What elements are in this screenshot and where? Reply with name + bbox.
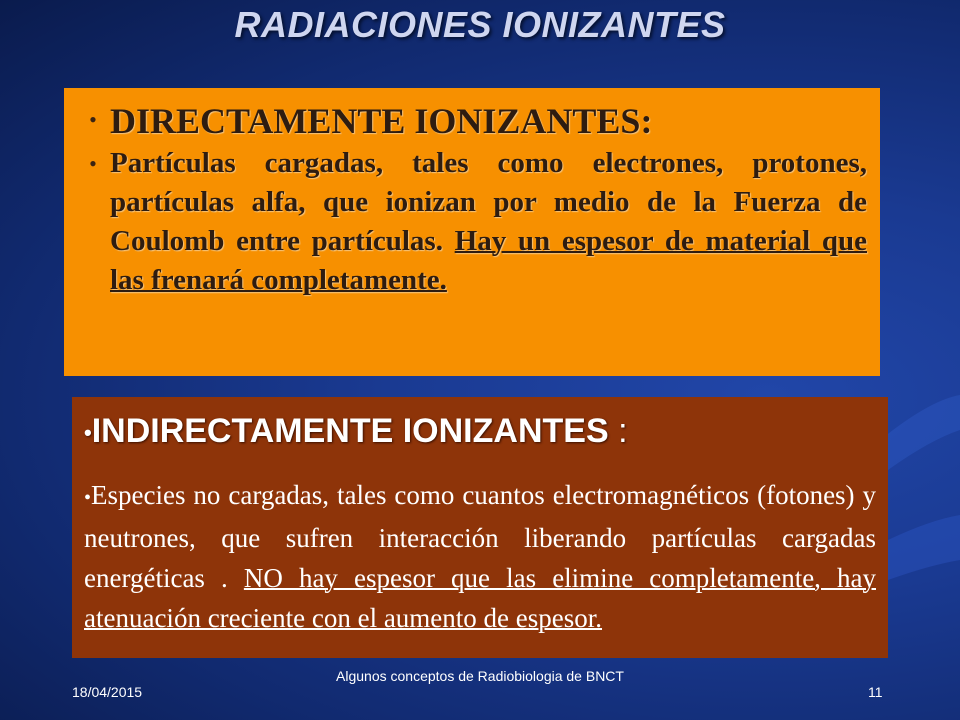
indirectly-ionizing-text-plain: Especies no cargadas, tales como cuantos electromagnéticos (fotones) y neutrones, que sufren interacción liberando partículas cargadas energéticas . <box>84 480 876 593</box>
footer-center-text: Algunos conceptos de Radiobiologia de BNCT <box>336 668 624 684</box>
directly-ionizing-text-plain: Partículas cargadas, tales como electrones, protones, partículas alfa, que ionizan por medio de la Fuerza de Coulomb entre partículas. <box>110 147 867 257</box>
heading-colon: : <box>608 412 628 450</box>
indirectly-ionizing-heading: INDIRECTAMENTE IONIZANTES <box>91 412 609 450</box>
bullet-icon: • <box>89 151 97 176</box>
indirectly-ionizing-box <box>72 397 888 658</box>
bullet-icon: • <box>84 486 92 509</box>
bullet-icon: • <box>84 420 92 446</box>
slide-title: RADIACIONES IONIZANTES <box>234 4 726 45</box>
directly-ionizing-text-underlined: Hay un espesor de material que las frenará completamente. <box>110 225 867 296</box>
page-number: 11 <box>868 684 883 700</box>
indirectly-ionizing-text-underlined: NO hay espesor que las elimine completamente, hay atenuación creciente con el aumento de espesor. <box>84 562 876 633</box>
directly-ionizing-box <box>64 88 880 376</box>
directly-ionizing-text <box>110 144 867 300</box>
indirectly-ionizing-text <box>84 475 876 638</box>
directly-ionizing-heading: DIRECTAMENTE IONIZANTES: <box>110 101 653 141</box>
indirectly-ionizing-heading-row <box>84 409 878 455</box>
bullet-icon: • <box>89 107 97 132</box>
footer-date: 18/04/2015 <box>72 684 143 700</box>
